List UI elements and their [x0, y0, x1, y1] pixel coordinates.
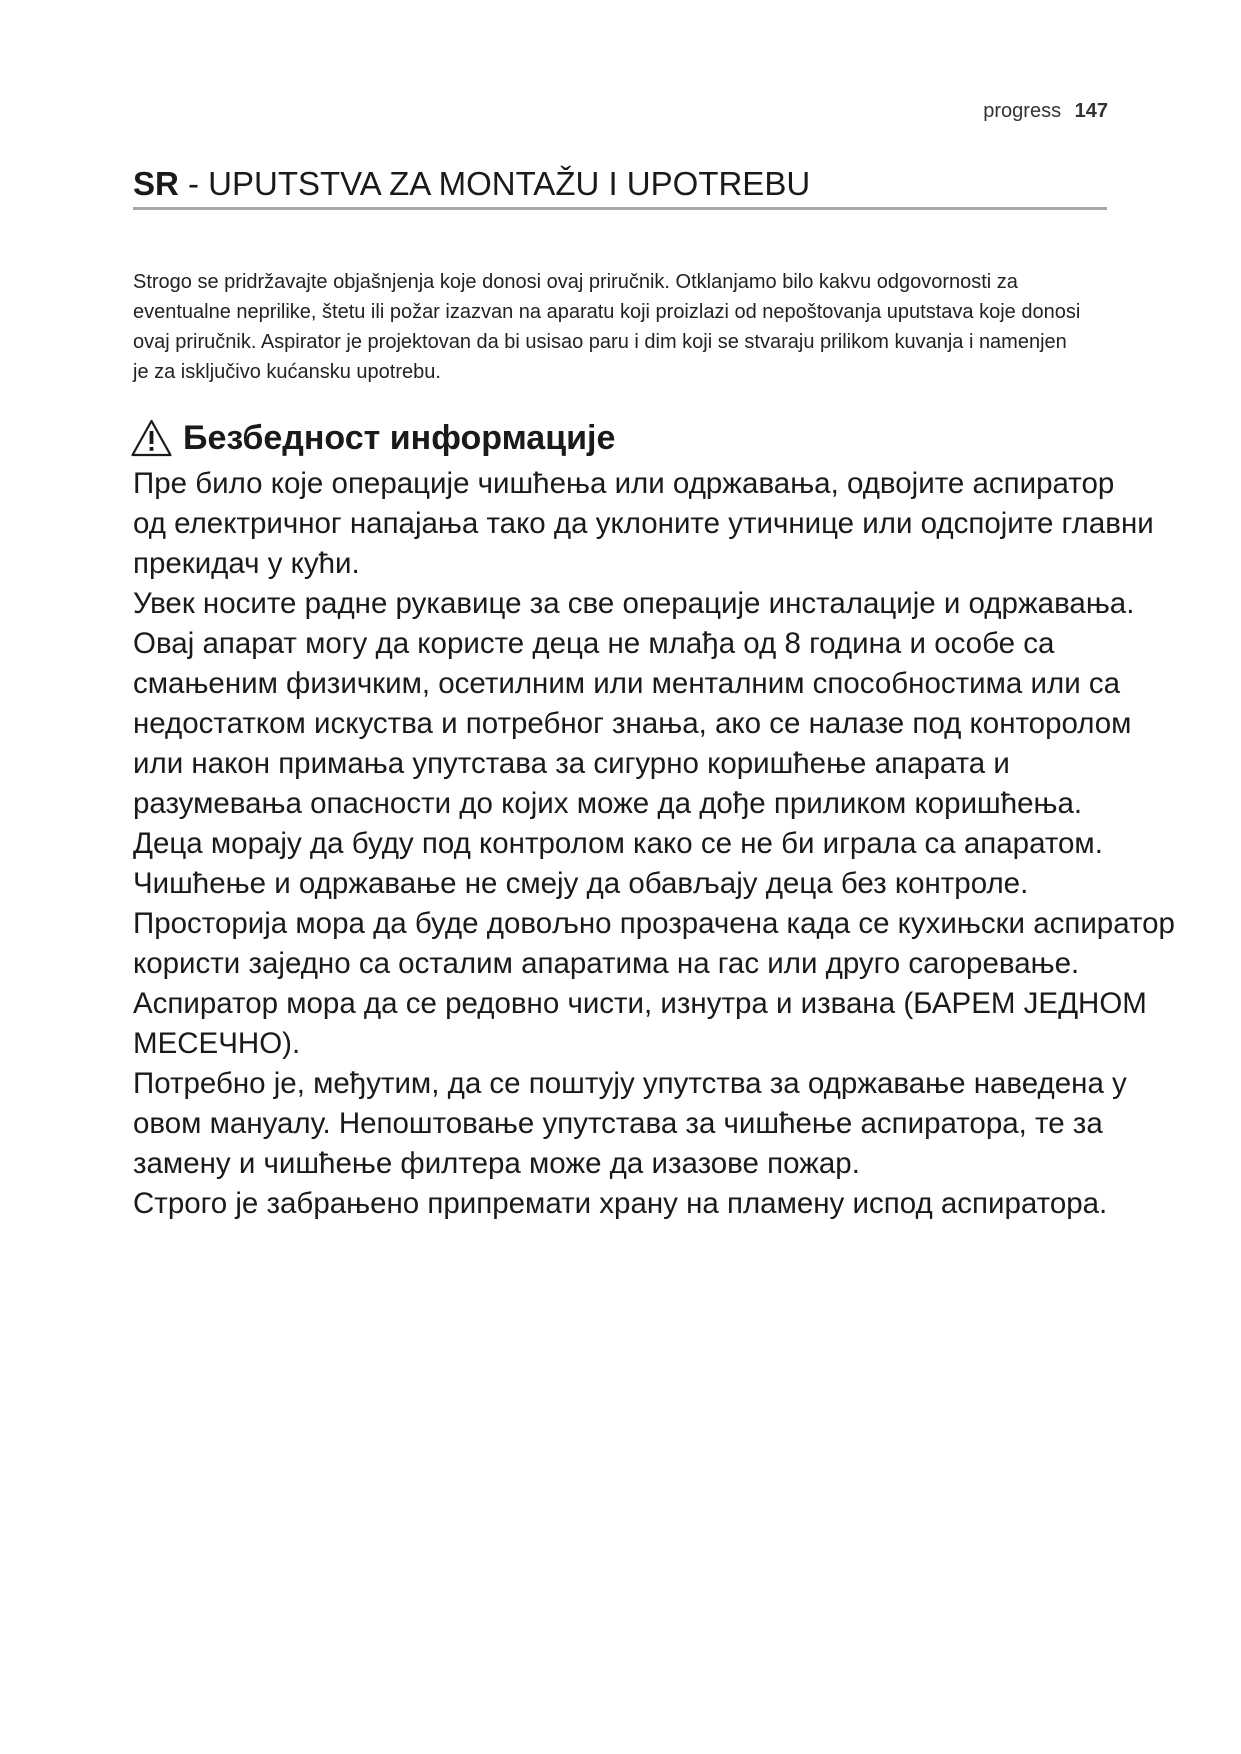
- safety-line: или након примања упутстава за сигурно коришћење апарата и: [133, 747, 1010, 780]
- document-title-text: - UPUTSTVA ZA MONTAŽU I UPOTREBU: [178, 165, 811, 202]
- safety-line: овом мануалу. Непоштовање упутстава за чишћење аспиратора, те за: [133, 1107, 1103, 1140]
- safety-line: Пре било које операције чишћења или одржавања, одвојите аспиратор: [133, 467, 1115, 500]
- safety-line: Деца морају да буду под контролом како се не би играла са апаратом.: [133, 827, 1103, 860]
- document-title: [133, 164, 1107, 210]
- safety-line: користи заједно са осталим апаратима на гас или друго сагоревање.: [133, 947, 1080, 980]
- page-number: 147: [1074, 100, 1108, 122]
- page-header: [983, 100, 1108, 123]
- safety-line: прекидач у кући.: [133, 547, 360, 580]
- intro-line: Strogo se pridržavajte objašnjenja koje donosi ovaj priručnik. Otklanjamo bilo kakvu odgovornosti za: [133, 271, 1018, 293]
- safety-line: Увек носите радне рукавице за све операције инсталације и одржавања.: [133, 587, 1135, 620]
- safety-line: замену и чишћење филтера може да изазове пожар.: [133, 1147, 860, 1180]
- safety-line: Просторија мора да буде довољно прозрачена када се кухињски аспиратор: [133, 907, 1175, 940]
- safety-heading: [130, 418, 615, 458]
- safety-line: Чишћење и одржавање не смеју да обављају деца без контроле.: [133, 867, 1029, 900]
- safety-line: недостатком искуства и потребног знања, ако се налазе под конторолом: [133, 707, 1132, 740]
- language-code: SR: [133, 165, 179, 202]
- safety-line: Аспиратор мора да се редовно чисти, изнутра и извана (БАРЕМ ЈЕДНОМ: [133, 987, 1147, 1020]
- intro-line: eventualne neprilike, štetu ili požar izazvan na aparatu koji proizlazi od nepoštovanja uputstava koje donosi: [133, 301, 1081, 323]
- intro-line: ovaj priručnik. Aspirator je projektovan da bi usisao paru i dim koji se stvaraju prilikom kuvanja i namenjen: [133, 331, 1067, 353]
- warning-triangle-icon: [130, 418, 173, 458]
- safety-line: Потребно је, међутим, да се поштују упутства за одржавање наведена у: [133, 1067, 1127, 1100]
- safety-instructions: [133, 464, 1175, 1224]
- safety-line: Строго је забрањено припремати храну на пламену испод аспиратора.: [133, 1187, 1108, 1220]
- safety-line: од електричног напајања тако да уклоните утичнице или одспојите главни: [133, 507, 1154, 540]
- intro-line: je za isključivo kućansku upotrebu.: [133, 361, 441, 383]
- safety-line: МЕСЕЧНО).: [133, 1027, 301, 1060]
- safety-heading-text: Безбедност информације: [183, 418, 616, 457]
- safety-line: смањеним физичким, осетилним или менталним способностима или са: [133, 667, 1121, 700]
- intro-paragraph: [133, 267, 1123, 387]
- safety-line: разумевања опасности до којих може да дође приликом коришћења.: [133, 787, 1083, 820]
- brand-name: progress: [983, 100, 1062, 122]
- safety-line: Овај апарат могу да користе деца не млађа од 8 година и особе са: [133, 627, 1055, 660]
